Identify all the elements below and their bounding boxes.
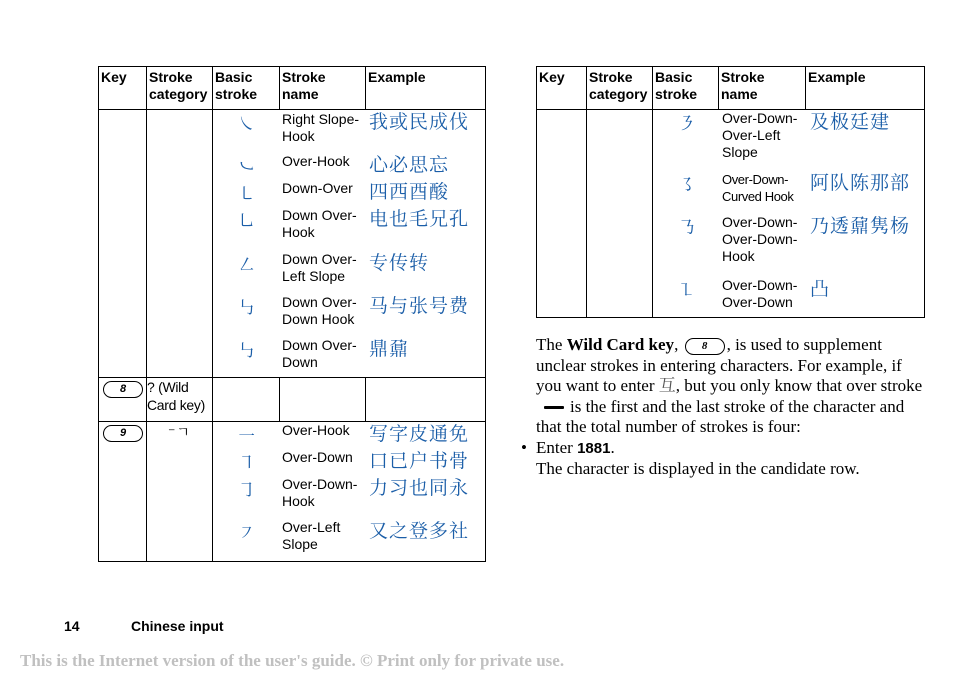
header-stroke-name: Stroke name [719,67,806,110]
example-chars: 口已户书骨 [369,450,470,472]
table-row-wildcard [99,378,486,422]
stroke-glyph: ㇃ [237,157,256,178]
table-row [653,277,924,317]
stroke-name: Over-Down-Over-Down [722,277,798,310]
stroke-name-cell [280,378,366,422]
stroke-name: Down Over-Hook [282,207,357,240]
example-chars: 鼎鼐 [369,338,410,360]
text-span: The [536,335,567,354]
header-stroke-name: Stroke name [280,67,366,110]
header-basic-stroke: Basic stroke [213,67,280,110]
header-stroke-category: Stroke category [587,67,653,110]
text-span: . [610,437,615,457]
text-span: , but you only know that over stroke [675,376,923,395]
section-title: Chinese input [131,618,224,634]
stroke-name: Over-Down-Over-Left Slope [722,110,798,160]
example-chars: 又之登多社 [369,520,470,542]
over-stroke-icon [544,406,564,409]
key-9-icon: 9 [103,425,143,442]
stroke-name: Down Over-Left Slope [282,251,357,284]
basic-stroke-cell [213,378,280,422]
stroke-group-cell [213,110,486,378]
wildcard-paragraph [536,335,926,438]
table-row [213,110,485,153]
example-chars: 心必思忘 [369,154,450,176]
example-chars: 专传转 [369,252,430,274]
stroke-glyph: ㇋ [677,114,696,135]
table-row [213,153,485,180]
header-basic-stroke: Basic stroke [653,67,719,110]
key-8-icon: 8 [103,381,143,398]
category-cell [587,110,653,318]
stroke-name: Down Over-Down [282,337,357,370]
stroke-name: Down Over-Down Hook [282,294,357,327]
stroke-table-right [536,66,925,318]
category-cell: ? (Wild Card key) [147,378,213,422]
example-chars: 四西酉酸 [369,181,450,203]
stroke-name: Over-Down-Curved Hook [722,172,794,204]
stroke-name: Over-Down-Hook [282,476,358,509]
stroke-name: Over-Hook [282,422,350,438]
wildcard-key-term: Wild Card key [566,335,675,354]
key-cell [99,422,147,562]
stroke-glyph: ㇄ [237,184,256,205]
stroke-name: Down-Over [282,180,353,196]
table-row-group [99,422,486,562]
stroke-name: Over-Down [282,449,353,465]
page-number: 14 [64,618,80,634]
table-header-row [537,67,925,110]
stroke-glyph: ㇏ [237,114,256,135]
example-cell [366,378,486,422]
header-key: Key [537,67,587,110]
text-span: Enter [536,437,578,457]
text-span: , is used to supplement unclear strokes in entering characters. For example, if you want to enter [536,335,902,395]
instruction-bullet [521,437,926,480]
stroke-table-left [98,66,486,562]
disclaimer-text: This is the Internet version of the user's guide. © Print only for private use. [20,651,565,670]
table-row [213,422,485,449]
table-header-row [99,67,486,110]
table-row [213,449,485,476]
stroke-glyph: ㇟ [237,211,256,232]
table-row [213,519,485,561]
table-row [213,251,485,294]
stroke-glyph: ㇜ [237,255,256,276]
example-chars: 及极廷建 [810,111,891,133]
table-row [213,207,485,251]
example-chars: 力习也同永 [369,477,470,499]
stroke-name: Over-Hook [282,153,350,169]
stroke-name: Over-Down-Over-Down-Hook [722,214,798,264]
stroke-glyph: ㇌ [677,175,696,196]
header-example: Example [806,67,925,110]
stroke-glyph: ㇡ [677,218,696,239]
table-row [653,171,924,214]
key-8-icon: 8 [685,338,725,355]
header-key: Key [99,67,147,110]
table-row-group [99,110,486,378]
table-row [653,110,924,171]
stroke-group-cell [213,422,486,562]
category-cell: ⁻ㄱ [147,422,213,562]
key-sequence: 1881 [577,439,611,457]
example-character: 互 [658,376,676,396]
table-row [213,476,485,519]
header-example: Example [366,67,486,110]
stroke-glyph: ㇉ [237,341,256,362]
stroke-name: Over-Left Slope [282,519,341,552]
table-row-group [537,110,925,318]
example-chars: 马与张号费 [369,295,470,317]
stroke-name: Right Slope-Hook [282,111,360,144]
stroke-glyph: ㇇ [237,523,256,544]
table-row [213,294,485,337]
example-chars: 乃透鼐隽杨 [810,215,911,237]
key-cell [99,378,147,422]
example-chars: 电也毛兄孔 [369,208,470,230]
result-text: The character is displayed in the candidate row. [536,459,860,478]
key-cell [537,110,587,318]
table-row [213,337,485,377]
example-chars: 写字皮通免 [369,423,470,445]
stroke-glyph: ㇉ [237,298,256,319]
stroke-group-cell [653,110,925,318]
wildcard-explanation [521,335,926,480]
example-chars: 凸 [810,278,831,300]
example-chars: 我或民成伐 [369,111,470,133]
header-stroke-category: Stroke category [147,67,213,110]
example-chars: 阿队陈那部 [810,172,911,194]
stroke-glyph: ㇆ [237,480,256,501]
bullet-icon: • [521,437,527,457]
key-cell [99,110,147,378]
text-span: is the first and the last stroke of the character and that the total number of strokes is four: [536,396,905,436]
stroke-glyph: ㇐ [237,426,256,447]
table-row [213,180,485,207]
stroke-glyph: ㇅ [677,281,696,302]
stroke-glyph: ㇕ [237,453,256,474]
text-span: , [674,335,679,354]
category-cell [147,110,213,378]
table-row [653,214,924,277]
